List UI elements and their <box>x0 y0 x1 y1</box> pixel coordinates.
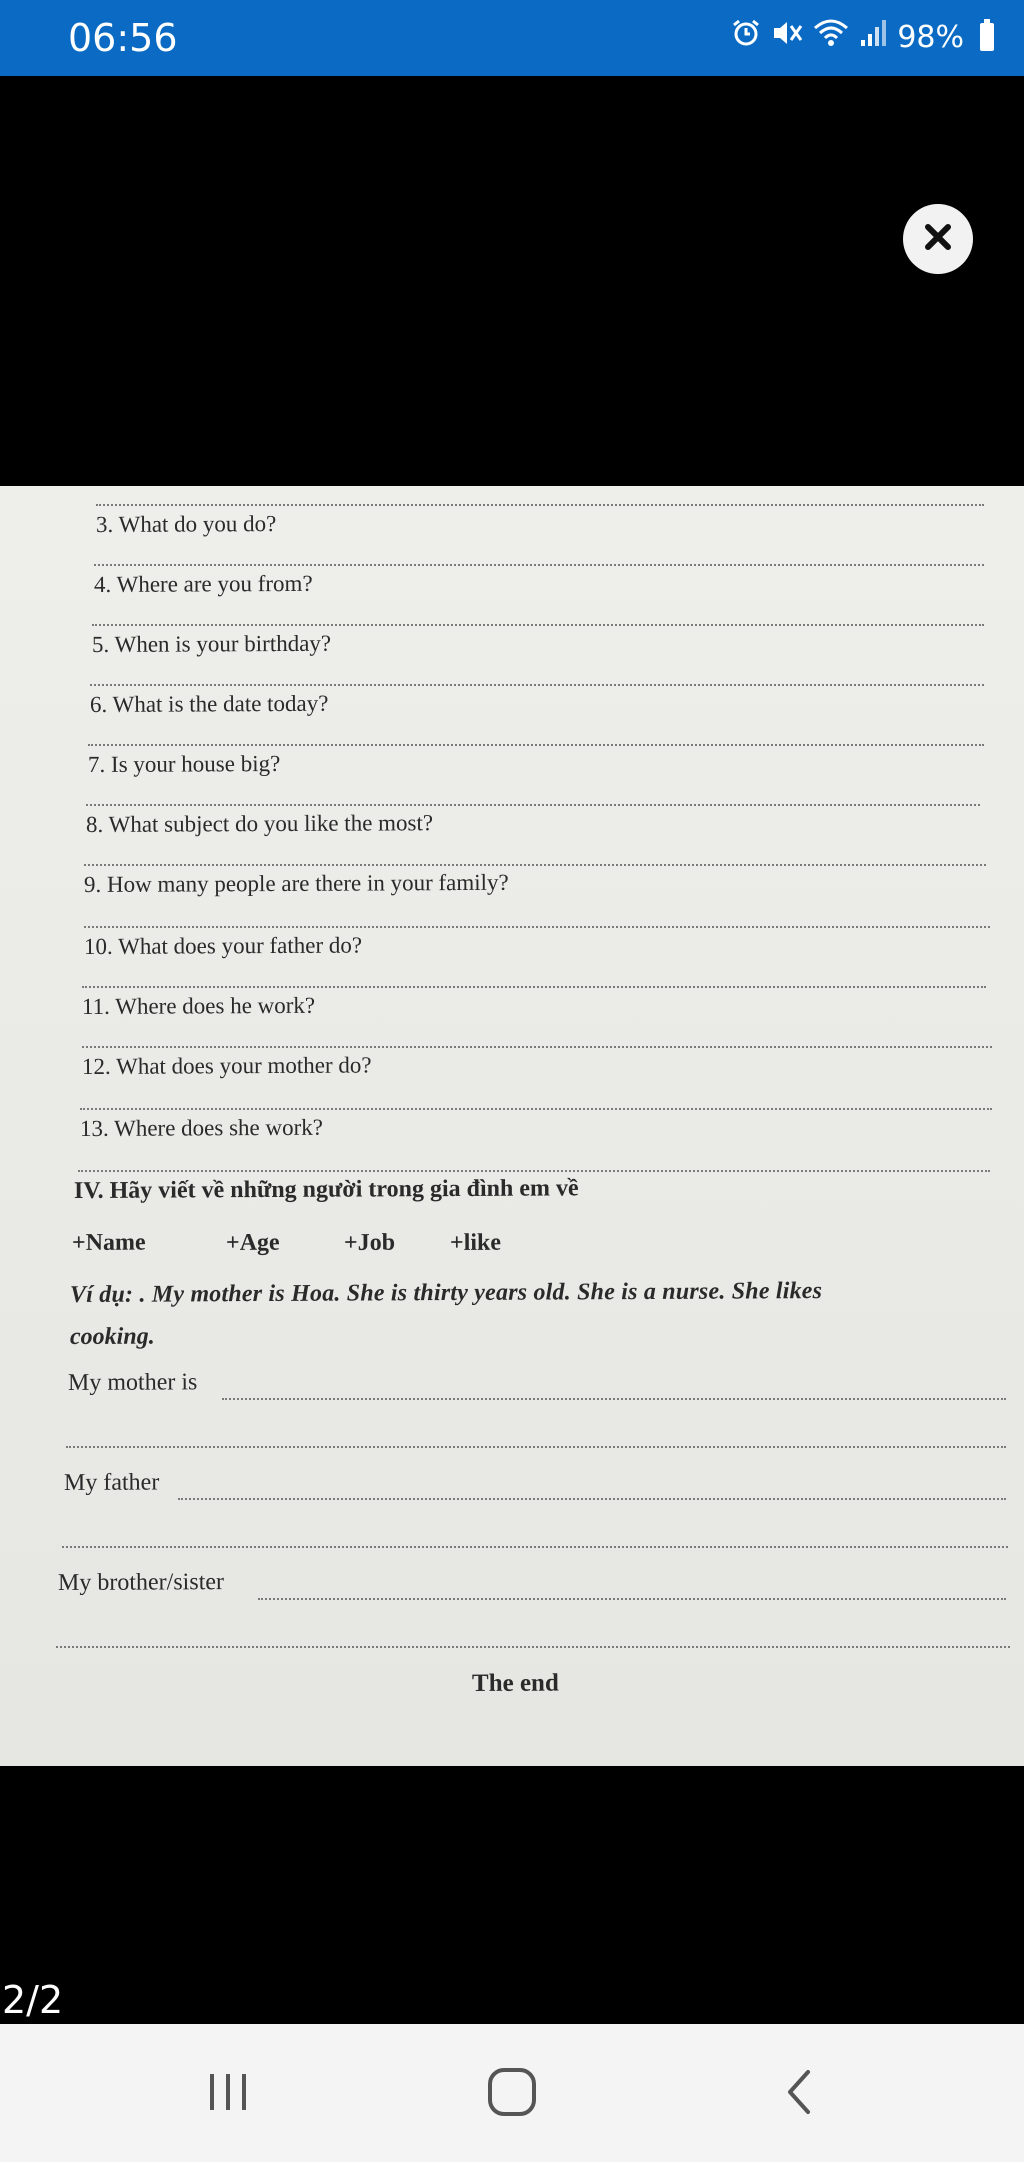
example-line-2: cooking. <box>69 1323 155 1350</box>
answer-line <box>62 1546 1008 1548</box>
prompt-like: +like <box>449 1229 502 1256</box>
home-icon <box>486 2066 538 2123</box>
page-counter: 2/2 <box>2 1978 64 2022</box>
answer-line <box>80 1108 992 1110</box>
worksheet-photo[interactable] <box>0 486 1024 1766</box>
question-12: 12. What does your mother do? <box>81 1052 372 1079</box>
answer-line <box>86 804 980 806</box>
back-button[interactable] <box>760 2064 840 2124</box>
question-10: 10. What does your father do? <box>83 932 363 959</box>
question-11: 11. Where does he work? <box>81 992 316 1019</box>
prompt-name: +Name <box>71 1229 146 1256</box>
question-9: 9. How many people are there in your family? <box>83 869 509 897</box>
worksheet-document <box>0 486 1024 1766</box>
fill-sibling: My brother/sister <box>57 1569 225 1596</box>
answer-line <box>84 864 986 866</box>
answer-line <box>82 986 986 988</box>
close-icon <box>920 219 956 260</box>
question-3: 3. What do you do? <box>95 511 277 537</box>
answer-line <box>90 684 984 686</box>
answer-line <box>56 1646 1010 1648</box>
question-8: 8. What subject do you like the most? <box>85 810 434 837</box>
recents-icon <box>204 2070 252 2119</box>
prompt-age: +Age <box>225 1229 280 1256</box>
home-button[interactable] <box>472 2064 552 2124</box>
status-time: 06:56 <box>68 16 178 60</box>
question-5: 5. When is your birthday? <box>91 630 332 657</box>
answer-line <box>178 1498 1006 1500</box>
wifi-icon <box>813 18 849 56</box>
fill-father: My father <box>63 1469 160 1496</box>
answer-line <box>96 504 984 506</box>
answer-line <box>258 1598 1006 1600</box>
answer-line <box>88 744 984 746</box>
alarm-icon <box>731 18 761 56</box>
question-7: 7. Is your house big? <box>87 750 281 777</box>
fill-mother: My mother is <box>67 1369 198 1396</box>
answer-line <box>92 624 984 626</box>
recents-button[interactable] <box>188 2064 268 2124</box>
status-icons <box>731 18 994 56</box>
close-button[interactable] <box>903 204 973 274</box>
answer-line <box>82 1046 992 1048</box>
answer-line <box>94 564 984 566</box>
question-4: 4. Where are you from? <box>93 570 313 597</box>
answer-line <box>222 1398 1006 1400</box>
mute-icon <box>771 18 803 56</box>
status-bar <box>0 0 1024 76</box>
question-13: 13. Where does she work? <box>79 1114 323 1141</box>
battery-icon <box>980 23 994 51</box>
answer-line <box>84 926 990 928</box>
image-viewer <box>0 76 1024 2024</box>
prompt-job: +Job <box>343 1229 396 1256</box>
battery-percent: 98% <box>897 19 964 55</box>
back-icon <box>780 2066 820 2123</box>
navigation-bar <box>0 2024 1024 2162</box>
section-heading: IV. Hãy viết về những người trong gia đình em về <box>73 1175 579 1204</box>
example-line-1: Ví dụ: . My mother is Hoa. She is thirty years old. She is a nurse. She likes <box>69 1278 823 1308</box>
question-6: 6. What is the date today? <box>89 690 329 717</box>
signal-icon <box>859 18 887 56</box>
answer-line <box>66 1446 1006 1448</box>
answer-line <box>78 1170 990 1172</box>
the-end: The end <box>471 1669 559 1697</box>
